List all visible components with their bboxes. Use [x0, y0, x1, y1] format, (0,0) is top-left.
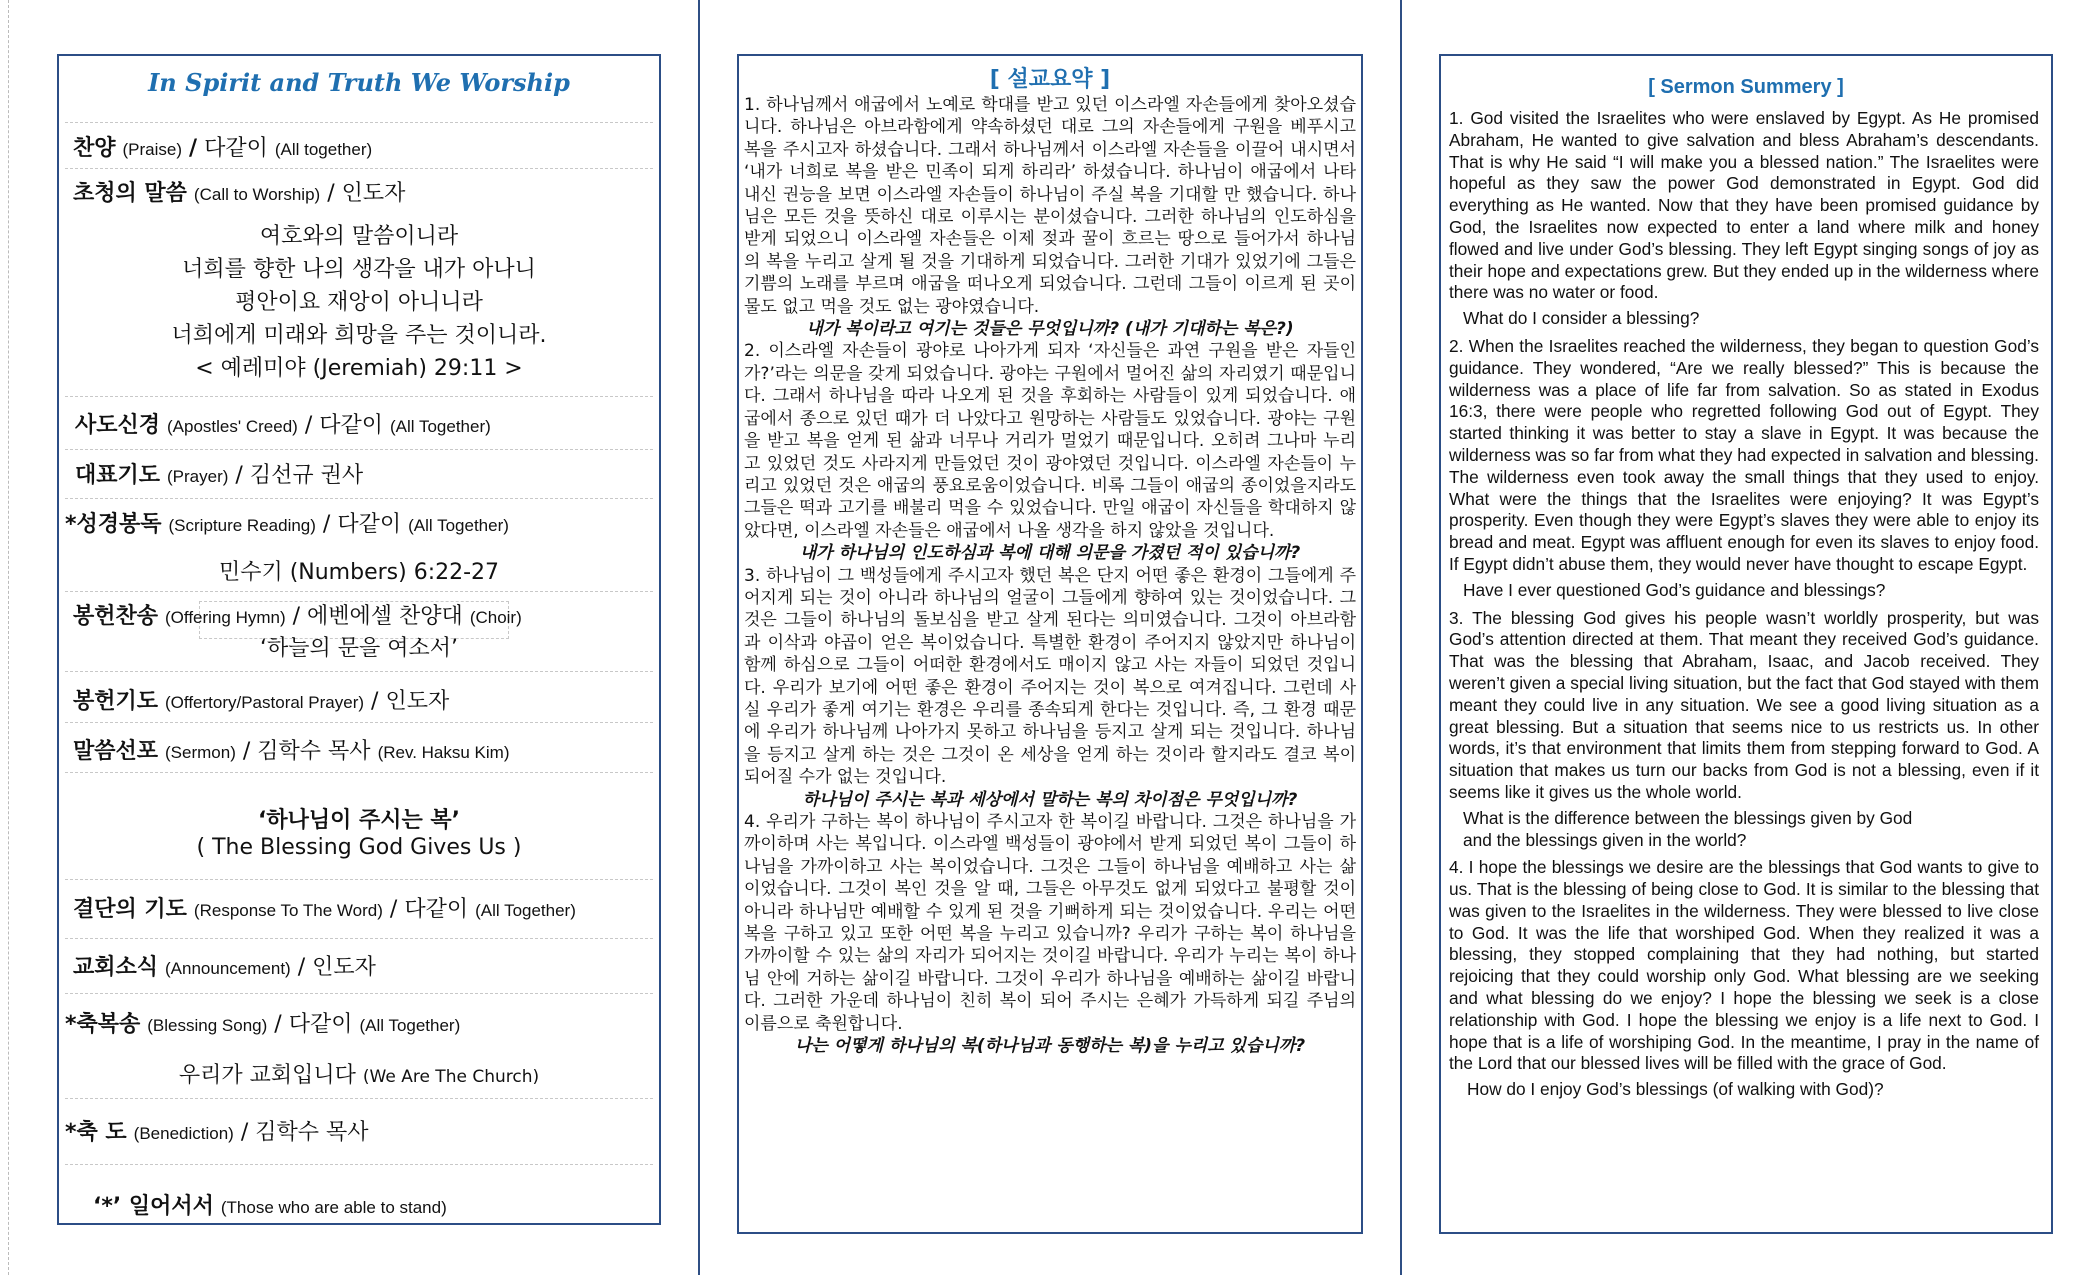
- english-summary-panel: [1439, 54, 2053, 1234]
- korean-question-2: 내가 하나님의 인도하심과 복에 대해 의문을 가졌던 적이 있습니까?: [799, 543, 1301, 564]
- korean-paragraph-2: 2. 이스라엘 자손들이 광야로 나아가게 되자 ‘자신들은 과연 구원을 받은 자들인가?’라는 의문을 갖게 되었습니다. 광야는 구원에서 멀어진 삶의 자리였기 때문입니다. 그래서 하나님을 따라 나오게 된 것을 후회하는 사람들이 있게 되었습니다. 애굽에서 종으로 있던 때가 더 나았다고 원망하는 사람들도 있었습니다. 광야는 구원을 받고 복을 얻게 된 삶과 너무나 거리가 멀었기 때문입니다. 오히려 그나마 누리고 있었던 것도 사라지게 만들었던 것이 광야였던 것입니다. 이스라엘 자손들이 누리고 있었던 것은 애굽의 풍요로움이었습니다. 비록 그들이 애굽의 종이었을지라도 그들은 떡과 고기를 배불리 먹을 수 있었습니다. 만일 애굽이 자신들을 학대하지 않았다면, 이스라엘 자손들은 애굽에서 나올 생각을 하지 않았을 것입니다.: [744, 341, 1356, 541]
- worship-order-panel: [57, 54, 661, 1225]
- order-item-benediction: *축 도 (Benediction) / 김학수 목사: [65, 1120, 369, 1145]
- korean-summary-title: [ 설교요약 ]: [989, 67, 1111, 92]
- order-item-offertory-prayer: 봉헌기도 (Offertory/Pastoral Prayer) / 인도자: [73, 689, 450, 714]
- english-summary-title: [ Sermon Summery ]: [1648, 76, 1844, 98]
- english-question-3: What is the difference between the blessings given by God and the blessings given in the world?: [1463, 807, 1913, 850]
- order-item-sermon: 말씀선포 (Sermon) / 김학수 목사 (Rev. Haksu Kim): [73, 739, 510, 764]
- scripture-verse: 여호와의 말씀이니라 너희를 향한 나의 생각을 내가 아나니 평안이요 재앙이 아니니라 너희에게 미래와 희망을 주는 것이니라. < 예레미야 (Jeremiah) 29:11 >: [171, 224, 547, 381]
- korean-question-3: 하나님이 주시는 복과 세상에서 말하는 복의 차이점은 무엇입니까?: [802, 789, 1298, 810]
- english-paragraph-2: 2. When the Israelites reached the wilderness, they began to question God’s guidance. They wondered, “Are we really blessed?” This is because the wilderness was a place of life far from salvation. So as stated in Exodus 16:3, there were people who regretted following God out of Egypt. They started thinking it was better to stay a slave in Egypt. It was because the wilderness was so far from what they had expected in salvation and blessing. The wilderness even took away the small things that they used to enjoy. What were the things that the Israelites were enjoying? It was Egypt’s prosperity. Even though they were Egypt’s slaves they were able to enjoy its bread and meat. Egypt was affluent enough for even its slaves to enjoy food. If Egypt didn’t abuse them, they would never have thought to escape Egypt.: [1449, 335, 2039, 574]
- fold-line-left: [698, 0, 700, 1275]
- scripture-reference: 민수기 (Numbers) 6:22-27: [218, 560, 500, 585]
- stand-note: ‘*’ 일어서서 (Those who are able to stand): [93, 1194, 447, 1219]
- korean-paragraph-4: 4. 우리가 구하는 복이 하나님이 주시고자 한 복이길 바랍니다. 그것은 하나님을 가까이하며 사는 복입니다. 이스라엘 백성들이 광야에서 받게 되었던 복이 그들이 하나님을 가까이하고 사는 복이었습니다. 그것은 그들이 하나님을 예배하고 사는 삶이었습니다. 그것이 복인 것을 알 때, 그들은 아무것도 없게 되었다고 불평할 것이 아니라 하나님만 예배할 수 있게 된 것을 기뻐하게 되는 것이었습니다. 우리는 어떤 복을 구하고 있고 또한 어떤 복을 누리고 있습니까? 우리가 구하는 복이 하나님을 가까이할 수 있는 삶의 자리가 되어지는 것이길 바랍니다. 우리가 누리는 복이 하나님 안에 거하는 삶이길 바랍니다. 그것이 우리가 하나님을 예배하는 삶이길 바랍니다. 그러한 가운데 하나님이 친히 복이 되어 주시는 은혜가 가득하게 되길 주님의 이름으로 축원합니다.: [744, 812, 1356, 1034]
- korean-question-1: 내가 복이라고 여기는 것들은 무엇입니까? (내가 기대하는 복은?): [806, 319, 1294, 340]
- order-item-call-to-worship: 초청의 말씀 (Call to Worship) / 인도자: [73, 181, 406, 206]
- order-item-apostles-creed: 사도신경 (Apostles' Creed) / 다같이 (All Together): [75, 413, 491, 438]
- english-paragraph-3: 3. The blessing God gives his people wasn’t worldly prosperity, but was God’s attention directed at them. That meant they received God’s guidance. That was the blessing that Abraham, Isaac, and Jacob received. They weren’t given a special living situation, but the fact that God stayed with them meant they could live in any situation. We see a good living situation as a great blessing. But a situation that seems nice to us restricts us. In other words, it’s that environment that limits them from stepping forward to God. A situation that makes us turn our backs from God is not a blessing, even if it seems like it gives us the whole world.: [1449, 607, 2039, 802]
- order-item-praise: 찬양 (Praise) / 다같이 (All together): [73, 136, 373, 161]
- sermon-title-en: ( The Blessing God Gives Us ): [196, 835, 522, 860]
- english-question-2: Have I ever questioned God’s guidance and blessings?: [1463, 579, 1886, 600]
- order-item-offering-hymn: 봉헌찬송 (Offering Hymn) / 에벤에셀 찬양대 (Choir): [73, 604, 522, 629]
- order-item-prayer: 대표기도 (Prayer) / 김선규 권사: [75, 463, 364, 488]
- worship-order-title: In Spirit and Truth We Worship: [148, 68, 570, 97]
- church-song: 우리가 교회입니다 (We Are The Church): [178, 1063, 540, 1088]
- order-item-announcement: 교회소식 (Announcement) / 인도자: [73, 955, 376, 980]
- page-edge: [8, 0, 9, 1275]
- hymn-title: ‘하늘의 문을 여소서’: [260, 636, 458, 661]
- order-item-response: 결단의 기도 (Response To The Word) / 다같이 (All Together): [73, 897, 576, 922]
- korean-summary-panel: [737, 54, 1363, 1234]
- order-item-scripture-reading: *성경봉독 (Scripture Reading) / 다같이 (All Together): [65, 512, 509, 537]
- korean-question-4: 나는 어떻게 하나님의 복(하나님과 동행하는 복)을 누리고 있습니까?: [794, 1036, 1306, 1057]
- korean-paragraph-1: 1. 하나님께서 애굽에서 노예로 학대를 받고 있던 이스라엘 자손들에게 찾아오셨습니다. 하나님은 아브라함에게 약속하셨던 대로 그의 자손들에게 구원을 베푸시고 복을 주시고자 하셨습니다. 그래서 하나님께서 이스라엘 자손들을 이끌어 내시면서 ‘내가 너희로 복을 받은 민족이 되게 하리라’ 하셨습니다. 하나님이 애굽에서 나타내신 권능을 보면 이스라엘 자손들이 하나님이 주실 복을 기대할 만 했습니다. 하나님은 모든 것을 뜻하신 대로 이루시는 분이셨습니다. 그러한 하나님의 인도하심을 받게 되었으니 이스라엘 자손들은 이제 젖과 꿀이 흐르는 땅으로 들어가서 하나님의 복을 누리고 살게 될 것을 기대하게 되었습니다. 그러한 기대가 있었기에 그들은 기쁨의 노래를 부르며 애굽을 떠나오게 되었습니다. 그런데 그들이 이르게 된 곳이 물도 없고 먹을 것도 없는 광야였습니다.: [744, 95, 1356, 317]
- english-paragraph-4: 4. I hope the blessings we desire are the blessings that God wants to give to us. That is the blessing of being close to God. It is similar to the blessing that was given to the Israelites in the wilderness. They were blessed to live close to God. It was the life that worshiped God. When they realized it was a blessing, they stopped complaining that they had nothing, but started rejoicing that they could worship only God. What blessing are we seeking and what blessing do we enjoy? I hope the blessing we seek is a close relationship with God. I hope the blessing we enjoy is a life next to God. I hope that is a life of worshiping God. In the meantime, I pray in the name of the Lord that our blessed lives will be filled with the grace of God.: [1449, 857, 2039, 1074]
- sermon-title-ko: ‘하나님이 주시는 복’: [257, 808, 461, 833]
- english-question-4: How do I enjoy God’s blessings (of walking with God)?: [1467, 1079, 1884, 1100]
- english-question-1: What do I consider a blessing?: [1463, 308, 1700, 329]
- korean-paragraph-3: 3. 하나님이 그 백성들에게 주시고자 했던 복은 단지 어떤 좋은 환경이 그들에게 주어지게 되는 것이 아니라 하나님의 얼굴이 그들에게 향하여 있는 것이었습니다. 그것은 그들이 하나님의 돌보심을 받고 살게 된다는 의미였습니다. 그것이 아브라함과 이삭과 야곱이 얻은 복이었습니다. 특별한 환경이 주어지지 않았지만 하나님이 함께 하심으로 그들이 어떠한 환경에서도 매이지 않고 사는 자들이 되었던 것입니다. 우리가 보기에 어떤 좋은 환경이 주어지는 것이 복으로 여겨집니다. 그런데 사실 우리가 좋게 여기는 환경은 우리를 종속되게 한다는 것입니다. 즉, 그 환경 때문에 우리가 하나님께 나아가지 못하고 하나님을 등지고 살게 되는 것입니다. 하나님을 등지고 살게 하는 것은 그것이 온 세상을 얻게 하는 것이라 할지라도 결코 복이 되어질 수가 없는 것입니다.: [744, 565, 1356, 788]
- fold-line-right: [1400, 0, 1402, 1275]
- english-paragraph-1: 1. God visited the Israelites who were enslaved by Egypt. As He promised Abraham, He wanted to give salvation and bless Abraham’s descendants. That is why He said “I will make you a blessed nation.” The Israelites were hopeful as they saw the power God demonstrated in Egypt. God did everything as He wanted. Now that they have been promised guidance by God, the Israelites now expected to enter a land where milk and honey flowed and live under God’s blessing. They left Egypt singing songs of joy as their hope and expectations grew. But they ended up in the wilderness where there was no water or food.: [1449, 108, 2039, 303]
- order-item-blessing-song: *축복송 (Blessing Song) / 다같이 (All Together): [65, 1012, 461, 1037]
